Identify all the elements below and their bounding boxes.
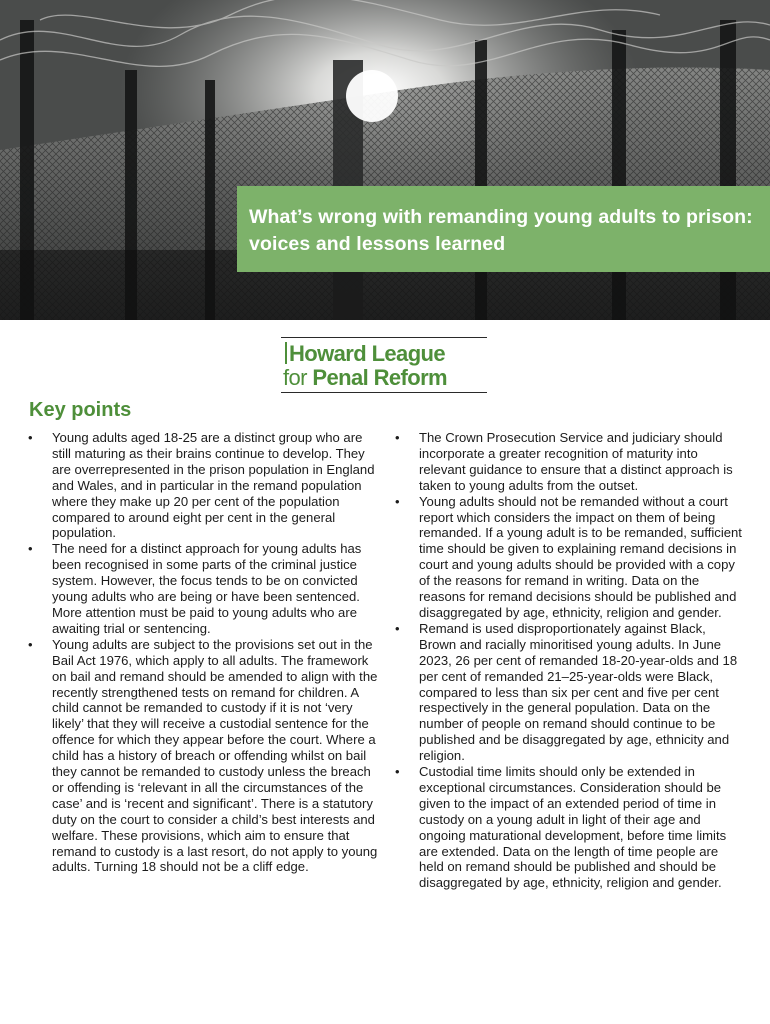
key-point-text: The need for a distinct approach for young adults has been recognised in some parts of the criminal justice system. However, the focus tends to be on convicted young adults who are being or have been sentenced. More attention must be paid to young adults who are awaiting trial or sentencing. — [52, 541, 362, 636]
bullet-icon: • — [28, 541, 33, 557]
page-title: What’s wrong with remanding young adults to prison: voices and lessons learned — [249, 206, 753, 255]
bullet-icon: • — [395, 493, 400, 509]
title-box — [237, 186, 770, 272]
key-point-item — [24, 637, 384, 876]
key-point-text: Young adults should not be remanded without a court report which considers the impact on them of being remanded. If a young adult is to be remanded, sufficient time should be given to explaining remand decisions in court and young adults should be provided with a copy of the reasons for remand in writing. Data on the reasons for remand decisions should be published and disaggregated by age, ethnicity, religion and gender. — [419, 493, 742, 620]
key-point-item — [391, 430, 743, 494]
key-point-item — [391, 764, 743, 891]
key-point-text: Custodial time limits should only be extended in exceptional circumstances. Consideration should be given to the impact of an extended period of time in custody on a young adult in light of their age and ongoing maturational development, before time limits are extended. Data on the length of time people are held on remand should be published and should be disaggregated by age, ethnicity, religion and gender. — [419, 764, 727, 891]
key-point-item — [391, 621, 743, 764]
logo-line-2 — [283, 365, 447, 391]
key-points-heading: Key points — [29, 399, 132, 421]
key-points-left-column — [24, 430, 384, 875]
hero-photo — [0, 0, 770, 320]
key-points-right-column — [391, 430, 743, 891]
logo-line-1: Howard League — [289, 341, 446, 366]
key-point-text: Young adults are subject to the provisions set out in the Bail Act 1976, which apply to all adults. The framework on bail and remand should be amended to align with the recently strengthened tests on remand for children. A child cannot be remanded to custody if it is not ‘very likely’ that they will receive a custodial sentence for the offence for which they appear before the court. Where a child has a history of breach or offending whilst on bail they cannot be remanded to custody unless the breach or offending is ‘relevant in all the circumstances of the case’ and is ‘recent and significant’. There is a statutory duty on the court to consider a child’s best interests and welfare. These provisions, which aim to ensure that remand to custody is a last resort, do not apply to young adults. Turning 18 should not be a cliff edge. — [52, 636, 378, 875]
howard-league-logo — [281, 337, 487, 393]
bullet-icon: • — [395, 620, 400, 636]
key-point-text: Remand is used disproportionately against Black, Brown and racially minoritised young adults. In June 2023, 26 per cent of remanded 18-20-year-olds and 18 per cent of remanded 21–25-year-olds were Black, compared to less than six per cent and five per cent respectively in the general population. Data on the number of people on remand should continue to be published and be disaggregated by age, ethnicity and religion. — [419, 620, 738, 764]
bullet-icon: • — [395, 764, 400, 780]
key-point-item — [391, 494, 743, 621]
prison-fence-illustration — [0, 0, 770, 320]
bullet-icon: • — [395, 430, 400, 445]
key-point-text: Young adults aged 18-25 are a distinct group who are still maturing as their brains continue to develop. They are overrepresented in the prison population in England and Wales, and in particular in the remand population where they make up 20 per cent of the population compared to around eight per cent in the general population. — [52, 430, 375, 541]
bullet-icon: • — [28, 430, 33, 445]
logo-penal-reform: Penal Reform — [312, 365, 448, 390]
key-point-item — [24, 430, 384, 541]
key-point-text: The Crown Prosecution Service and judiciary should incorporate a greater recognition of maturity into relevant guidance to ensure that a distinct approach is taken to young adults from the outset. — [419, 430, 733, 493]
logo-bar — [285, 342, 287, 364]
logo-for: for — [283, 365, 307, 390]
key-point-item — [24, 541, 384, 636]
bullet-icon: • — [28, 636, 33, 652]
